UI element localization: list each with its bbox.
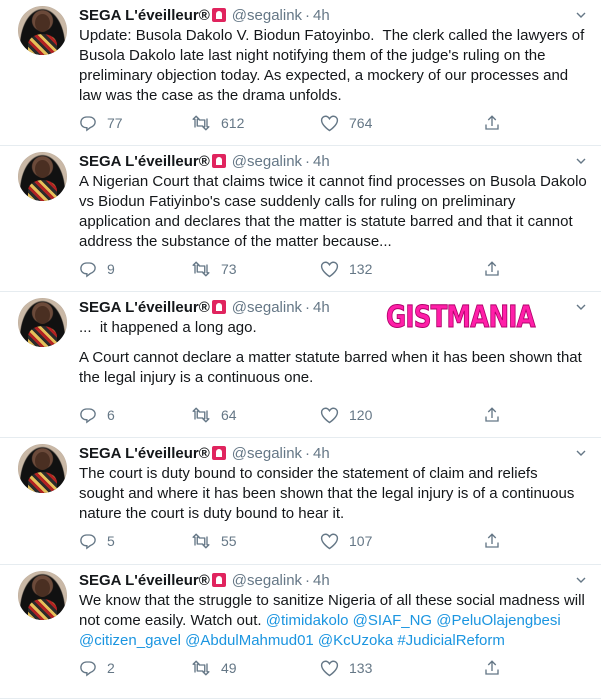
share-icon (483, 406, 511, 424)
retweet-icon (191, 406, 221, 424)
tweet-text-line: application and declares that the matter is statute barred and that it cannot (79, 213, 573, 230)
tweet-time[interactable]: 4h (313, 299, 330, 316)
tweet-text-line: A Court cannot declare a matter statute barred when it has been shown that (79, 349, 582, 366)
tweet[interactable] (0, 438, 601, 565)
reply-icon (79, 260, 107, 278)
like-button[interactable] (320, 658, 372, 678)
tweet-text-line: Update: Busola Dakolo V. Biodun Fatoyinbo. The clerk called the lawyers of (79, 27, 585, 44)
chevron-down-icon[interactable] (576, 302, 586, 312)
reply-button[interactable] (79, 259, 115, 279)
heart-icon (320, 659, 349, 677)
share-icon (483, 114, 511, 132)
avatar-garment (28, 180, 57, 201)
tweet-time[interactable]: 4h (313, 7, 330, 24)
tweet-actions (79, 658, 509, 678)
retweet-button[interactable] (191, 405, 237, 425)
display-name[interactable]: SEGA L'éveilleur® (79, 153, 210, 170)
tweet-text (79, 591, 589, 651)
tweet-actions (79, 531, 509, 551)
tweet-text (79, 26, 589, 106)
retweet-button[interactable] (191, 658, 237, 678)
avatar[interactable] (18, 444, 67, 493)
tweet-header (79, 571, 330, 591)
like-button[interactable] (320, 405, 372, 425)
avatar-face (35, 452, 50, 470)
tweet-text-line: vs Biodun Fatiyinbo's case suddenly calls for ruling on preliminary (79, 193, 516, 210)
reply-icon (79, 406, 107, 424)
retweet-count: 73 (221, 261, 237, 277)
retweet-button[interactable] (191, 531, 237, 551)
siren-badge-icon (212, 300, 226, 314)
avatar-garment (28, 599, 57, 620)
like-button[interactable] (320, 259, 372, 279)
retweet-count: 612 (221, 115, 245, 131)
heart-icon (320, 406, 349, 424)
user-handle[interactable]: @segalink (231, 299, 303, 316)
retweet-icon (191, 532, 221, 550)
retweet-icon (191, 260, 221, 278)
siren-badge-icon (212, 573, 226, 587)
tweet-text-line: We know that the struggle to sanitize Nigeria of all these social madness will (79, 592, 585, 609)
tweet[interactable] (0, 0, 601, 146)
tweet[interactable] (0, 146, 601, 292)
tweet-text-line: preliminary objection today. As expected, a mockery of our processes and (79, 67, 569, 84)
tweet-actions (79, 259, 509, 279)
tweet-text-line: the legal injury is a continuous one. (79, 369, 314, 386)
tweet-header (79, 6, 330, 26)
share-button[interactable] (483, 259, 511, 279)
user-handle[interactable]: @segalink (231, 445, 303, 462)
tweet-header (79, 444, 330, 464)
retweet-count: 49 (221, 660, 237, 676)
reply-icon (79, 114, 107, 132)
tweet-header (79, 152, 330, 172)
avatar[interactable] (18, 298, 67, 347)
retweet-count: 55 (221, 533, 237, 549)
reply-count: 9 (107, 261, 115, 277)
reply-button[interactable] (79, 531, 115, 551)
display-name[interactable]: SEGA L'éveilleur® (79, 445, 210, 462)
tweet-actions (79, 113, 509, 133)
retweet-icon (191, 114, 221, 132)
gistmania-watermark: GISTMANIA (386, 300, 535, 335)
like-button[interactable] (320, 531, 372, 551)
avatar[interactable] (18, 152, 67, 201)
avatar-face (35, 14, 50, 32)
like-count: 107 (349, 533, 373, 549)
like-count: 120 (349, 407, 373, 423)
retweet-button[interactable] (191, 113, 244, 133)
reply-count: 77 (107, 115, 123, 131)
tweet-text-line: The court is duty bound to consider the statement of claim and reliefs (79, 465, 538, 482)
share-button[interactable] (483, 405, 511, 425)
user-handle[interactable]: @segalink (231, 7, 303, 24)
mention-links[interactable]: @citizen_gavel @AbdulMahmud01 @KcUzoka #JudicialReform (79, 632, 505, 649)
separator-dot: · (305, 153, 311, 170)
avatar-face (35, 579, 50, 597)
tweet-text-line: address the substance of the matter because... (79, 233, 392, 250)
avatar-garment (28, 34, 57, 55)
reply-button[interactable] (79, 113, 123, 133)
like-button[interactable] (320, 113, 372, 133)
mention-links[interactable]: @timidakolo @SIAF_NG @PeluOlajengbesi (265, 612, 561, 629)
avatar[interactable] (18, 6, 67, 55)
display-name[interactable]: SEGA L'éveilleur® (79, 572, 210, 589)
reply-count: 2 (107, 660, 115, 676)
display-name[interactable]: SEGA L'éveilleur® (79, 299, 210, 316)
avatar[interactable] (18, 571, 67, 620)
user-handle[interactable]: @segalink (231, 153, 303, 170)
like-count: 764 (349, 115, 373, 131)
heart-icon (320, 532, 349, 550)
chevron-down-icon[interactable] (576, 156, 586, 166)
reply-count: 5 (107, 533, 115, 549)
display-name[interactable]: SEGA L'éveilleur® (79, 7, 210, 24)
share-button[interactable] (483, 658, 511, 678)
tweet-text-line: ... it happened a long ago. (79, 319, 257, 336)
tweet[interactable] (0, 565, 601, 699)
tweet-actions (79, 405, 509, 425)
tweet-header (79, 298, 330, 318)
tweet-text-fragment: not come easily. Watch out. (79, 612, 262, 629)
separator-dot: · (305, 299, 311, 316)
tweet-time[interactable]: 4h (313, 445, 330, 462)
share-button[interactable] (483, 531, 511, 551)
like-count: 132 (349, 261, 373, 277)
avatar-face (35, 160, 50, 178)
share-button[interactable] (483, 113, 511, 133)
share-icon (483, 260, 511, 278)
heart-icon (320, 260, 349, 278)
tweet-time[interactable]: 4h (313, 153, 330, 170)
user-handle[interactable]: @segalink (231, 572, 303, 589)
tweet-text-line (79, 611, 589, 631)
chevron-down-icon[interactable] (576, 10, 586, 20)
tweet-text-line: Busola Dakolo late last night notifying them of the judge's ruling on the (79, 47, 546, 64)
retweet-button[interactable] (191, 259, 237, 279)
retweet-icon (191, 659, 221, 677)
avatar-garment (28, 472, 57, 493)
like-count: 133 (349, 660, 373, 676)
tweet-text-line: sought and where it has been shown that the legal injury is of a continuous (79, 485, 575, 502)
tweet-text (79, 464, 589, 524)
share-icon (483, 532, 511, 550)
tweet-text-line: nature the court is duty bound to hear it. (79, 505, 345, 522)
chevron-down-icon[interactable] (576, 575, 586, 585)
reply-button[interactable] (79, 658, 115, 678)
reply-button[interactable] (79, 405, 115, 425)
siren-badge-icon (212, 154, 226, 168)
siren-badge-icon (212, 8, 226, 22)
tweet-text-line: A Nigerian Court that claims twice it cannot find processes on Busola Dakolo (79, 173, 587, 190)
separator-dot: · (305, 7, 311, 24)
reply-count: 6 (107, 407, 115, 423)
tweet-time[interactable]: 4h (313, 572, 330, 589)
retweet-count: 64 (221, 407, 237, 423)
tweet-text-line (79, 338, 589, 348)
share-icon (483, 659, 511, 677)
separator-dot: · (305, 445, 311, 462)
siren-badge-icon (212, 446, 226, 460)
avatar-face (35, 306, 50, 324)
heart-icon (320, 114, 349, 132)
chevron-down-icon[interactable] (576, 448, 586, 458)
reply-icon (79, 532, 107, 550)
separator-dot: · (305, 572, 311, 589)
reply-icon (79, 659, 107, 677)
tweet-text (79, 172, 589, 252)
tweet-text-line: law was the case as the drama unfolds. (79, 87, 342, 104)
avatar-garment (28, 326, 57, 347)
